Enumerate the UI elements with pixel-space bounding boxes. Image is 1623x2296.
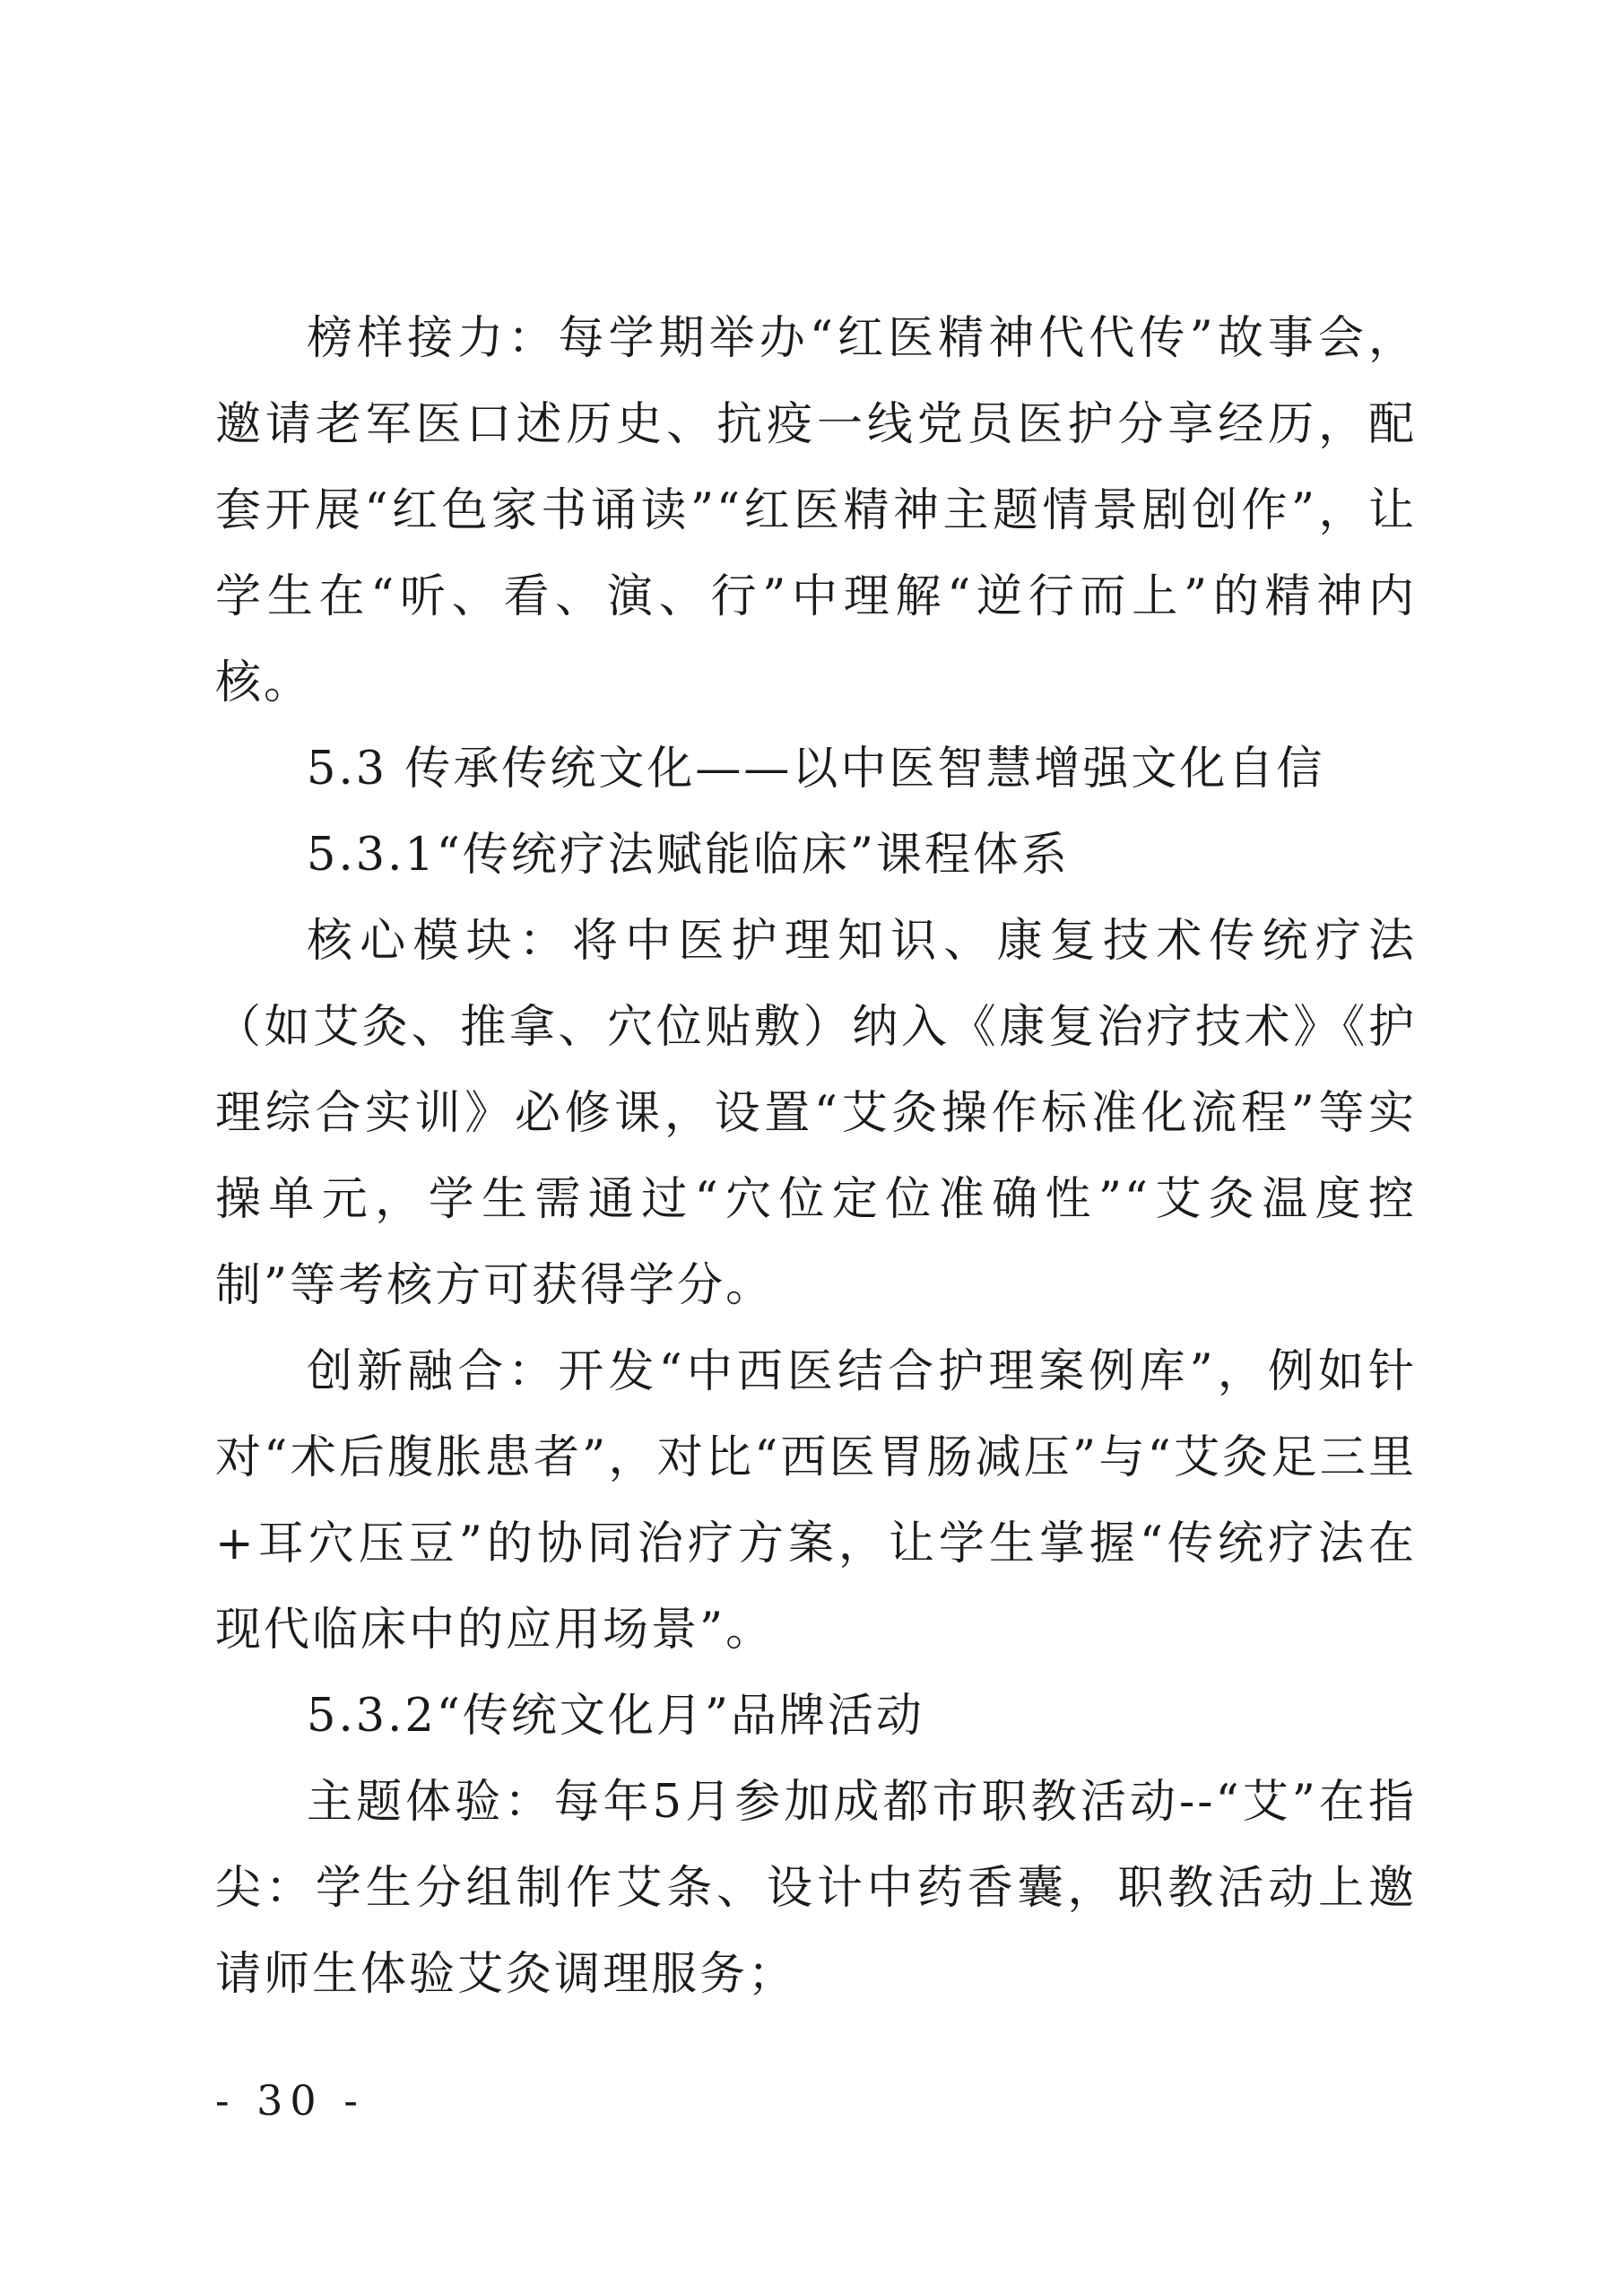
page-number: - 30 - — [215, 2076, 365, 2125]
paragraph-role-model-relay: 榜样接力：每学期举办“红医精神代代传”故事会，邀请老军医口述历史、抗疫一线党员医护分享经历，配套开展“红色家书诵读”“红医精神主题情景剧创作”，让学生在“听、看、演、行”中理解“逆行而上”的精神内核。 — [215, 312, 1417, 709]
paragraph-theme-experience: 主题体验：每年5月参加成都市职教活动--“艾”在指尖：学生分组制作艾条、设计中药香囊，职教活动上邀请师生体验艾灸调理服务； — [215, 1776, 1417, 2001]
paragraph-core-module: 核心模块：将中医护理知识、康复技术传统疗法（如艾灸、推拿、穴位贴敷）纳入《康复治疗技术》《护理综合实训》必修课，设置“艾灸操作标准化流程”等实操单元，学生需通过“穴位定位准确性”“艾灸温度控制”等考核方可获得学分。 — [215, 915, 1417, 1312]
heading-5-3: 5.3 传承传统文化——以中医智慧增强文化自信 — [307, 743, 1325, 796]
paragraph-innovation: 创新融合：开发“中西医结合护理案例库”，例如针对“术后腹胀患者”，对比“西医胃肠减压”与“艾灸足三里+耳穴压豆”的协同治疗方案，让学生掌握“传统疗法在现代临床中的应用场景”。 — [215, 1345, 1417, 1657]
heading-5-3-1: 5.3.1“传统疗法赋能临床”课程体系 — [307, 829, 1070, 882]
heading-5-3-2: 5.3.2“传统文化月”品牌活动 — [307, 1690, 924, 1743]
document-body — [215, 296, 1417, 2018]
